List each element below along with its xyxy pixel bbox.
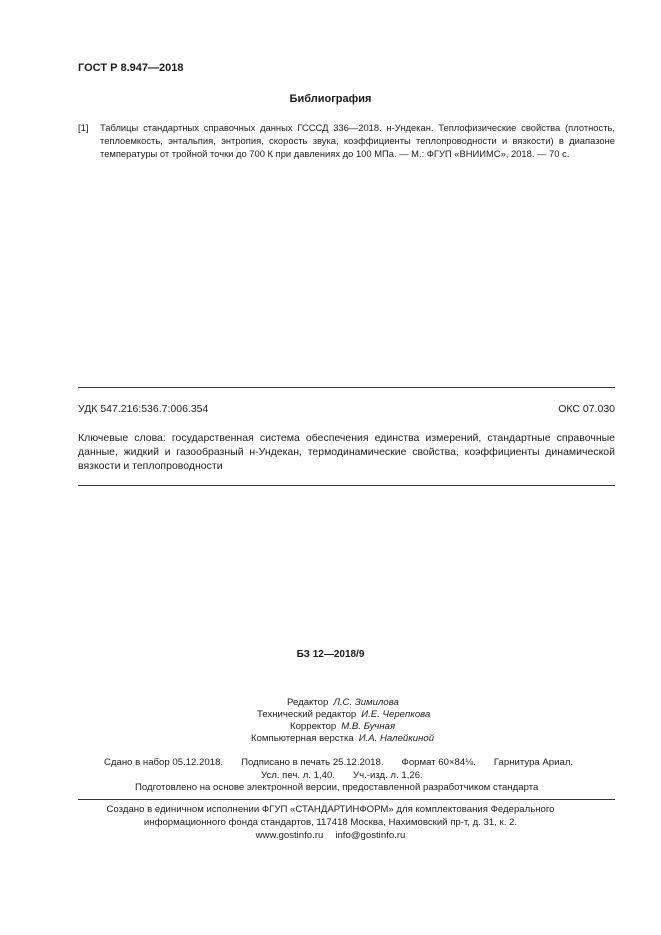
staff-person: Л.С. Зимилова [333, 697, 399, 708]
udk-code: УДК 547.216:536.7:006.354 [78, 403, 209, 415]
footer-email-link[interactable]: info@gostinfo.ru [335, 830, 406, 841]
publisher-footer [0, 803, 661, 842]
bibliography-entry [78, 121, 615, 160]
divider-top [78, 387, 615, 388]
footer-contacts [0, 829, 661, 842]
publication-pub-sheets: Уч.-изд. л. 1,26. [353, 770, 423, 781]
bibliography-title: Библиография [289, 93, 372, 105]
publication-font: Гарнитура Ариал. [493, 757, 574, 768]
divider-footer [78, 799, 615, 800]
staff-role: Технический редактор [257, 709, 357, 720]
staff-person: И.Е. Черепкова [361, 709, 431, 720]
staff-role: Компьютерная верстка [251, 733, 354, 744]
bz-number: БЗ 12—2018/9 [296, 649, 365, 660]
keywords: Ключевые слова: государственная система обеспечения единства измерений, стандартные справочные данные, жидкий и газообразный н-Ундекан, термодинамические свойства, коэффициенты динамической вязкости и теплопроводности [78, 432, 615, 472]
publication-row-1 [104, 756, 591, 769]
footer-website-link[interactable]: www.gostinfo.ru [255, 830, 324, 841]
staff-person: И.А. Налейкиной [358, 733, 435, 744]
staff-role: Редактор [287, 697, 329, 708]
publication-format: Формат 60×84⅛. [401, 757, 476, 768]
publication-prepared: Подготовлено на основе электронной версии, предоставленной разработчиком стандарта [135, 782, 539, 793]
footer-line-1: Создано в единичном исполнении ФГУП «СТАНДАРТИНФОРМ» для комплектования Федерального [106, 804, 555, 815]
divider-keywords [78, 485, 615, 486]
publication-sent: Сдано в набор 05.12.2018. [104, 757, 224, 768]
staff-person: М.В. Бучная [341, 721, 396, 732]
publication-print-sheets: Усл. печ. л. 1,40. [261, 770, 335, 781]
footer-line-2: информационного фонда стандартов, 117418 Москва, Нахимовский пр-т, д. 31, к. 2. [143, 817, 518, 828]
bibliography-entry-text: Таблицы стандартных справочных данных ГСССД 336—2018. н-Ундекан. Теплофизические свойства (плотность, теплоемкость, энтальпия, энтропия, скорость звука, коэффициенты теплопроводности и вязкости) в диапазоне температуры от тройной точки до 700 К при давлениях до 100 МПа. — М.: ФГУП «ВНИИМС», 2018. — 70 с. [100, 122, 615, 159]
standard-code: ГОСТ Р 8.947—2018 [78, 62, 184, 74]
staff-layout [251, 732, 434, 746]
bibliography-entry-number: [1] [78, 122, 89, 133]
oks-code: ОКС 07.030 [558, 403, 615, 415]
staff-role: Корректор [290, 721, 337, 732]
publication-signed: Подписано в печать 25.12.2018. [241, 757, 384, 768]
